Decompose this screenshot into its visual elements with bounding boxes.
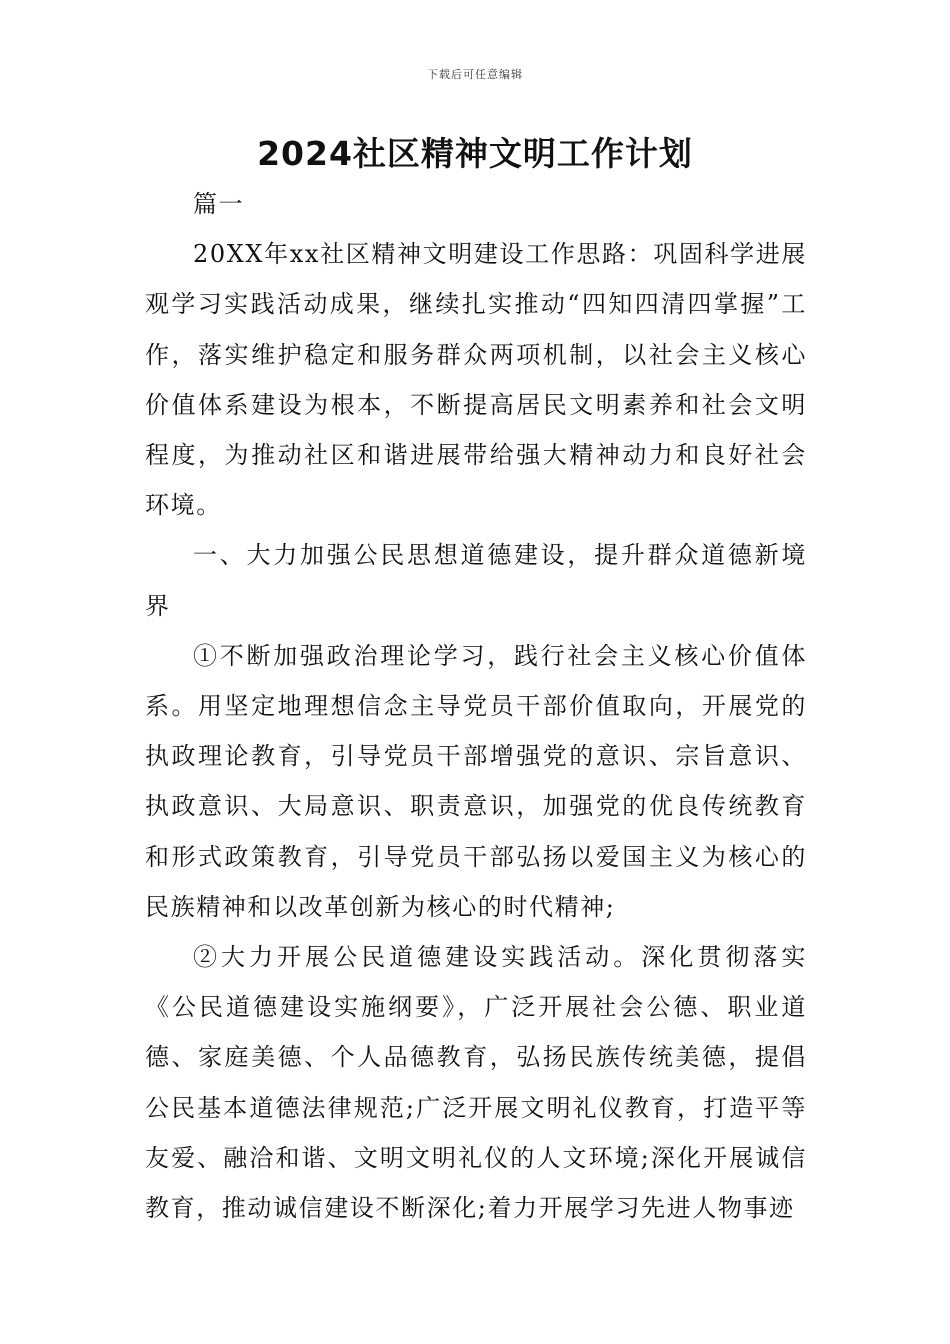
paragraph: 20XX年xx社区精神文明建设工作思路：巩固科学进展观学习实践活动成果，继续扎实推动“四知四清四掌握”工作，落实维护稳定和服务群众两项机制，以社会主义核心价值体系建设为根本，不断提高居民文明素养和社会文明程度，为推动社区和谐进展带给强大精神动力和良好社会环境。 — [145, 240, 807, 520]
document-title: 2024社区精神文明工作计划 — [257, 134, 693, 173]
section-heading: 一、大力加强公民思想道德建设，提升群众道德新境界 — [145, 541, 807, 620]
document-body — [145, 179, 807, 1233]
paragraph: ②大力开展公民道德建设实践活动。深化贯彻落实《公民道德建设实施纲要》，广泛开展社会公德、职业道德、家庭美德、个人品德教育，弘扬民族传统美德，提倡公民基本道德法律规范;广泛开展文明礼仪教育，打造平等友爱、融洽和谐、文明文明礼仪的人文环境;深化开展诚信教育，推动诚信建设不断深化;着力开展学习先进人物事迹 — [145, 943, 807, 1223]
paragraph: ①不断加强政治理论学习，践行社会主义核心价值体系。用坚定地理想信念主导党员干部价值取向，开展党的执政理论教育，引导党员干部增强党的意识、宗旨意识、执政意识、大局意识、职责意识，加强党的优良传统教育和形式政策教育，引导党员干部弘扬以爱国主义为核心的民族精神和以改革创新为核心的时代精神; — [145, 641, 807, 921]
section-label: 篇一 — [193, 190, 245, 218]
header-note: 下载后可任意编辑 — [427, 68, 523, 81]
